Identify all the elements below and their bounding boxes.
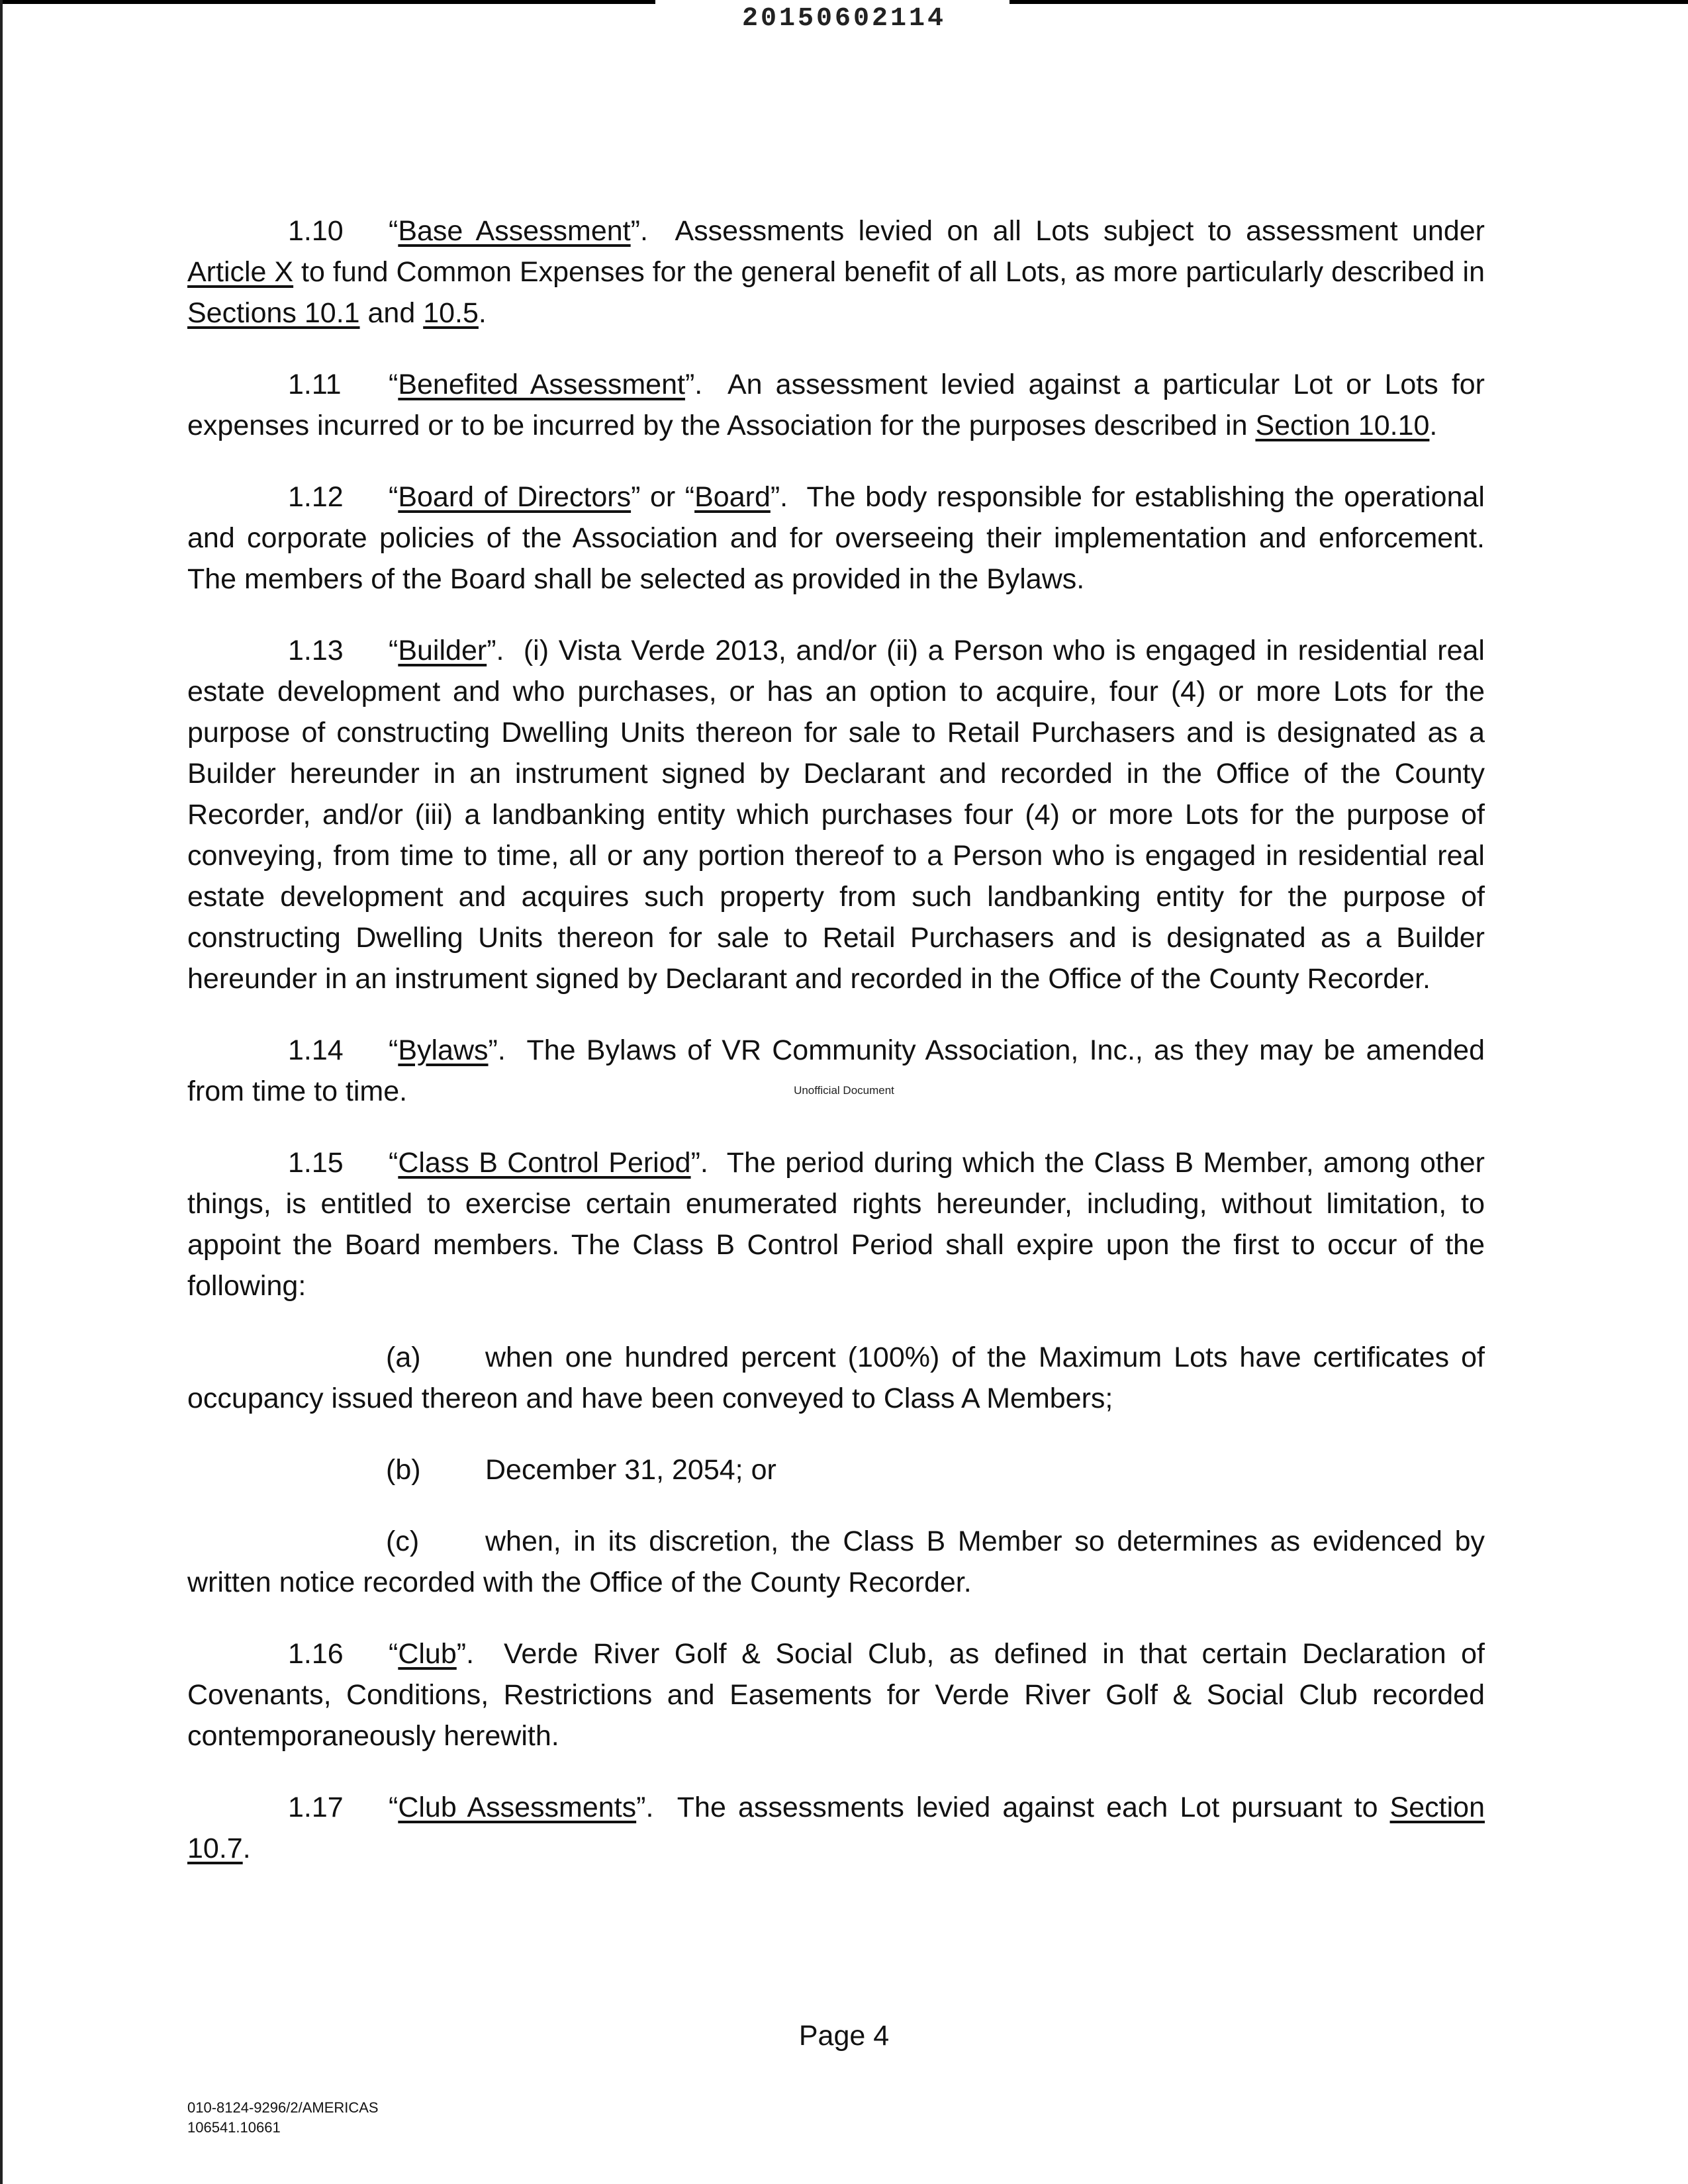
section-number: 1.14 [288,1034,344,1066]
section-text: . [242,1833,251,1864]
defined-term: Benefited Assessment [398,369,685,400]
section-text: Verde River Golf & Social Club, as defined in that certain Declaration of Covenants, Conditions, Restrictions and Easements for Verde River Golf & Social Club recorded contemporaneously herewith. [187,1638,1485,1752]
footer-ref: 106541.10661 [187,2119,281,2136]
subitem-b [187,1449,1485,1490]
section-1-16: 1.16 “Club”. Verde River Golf & Social Club, as defined in that certain Declaration of Covenants, Conditions, Restrictions and Easements for Verde River Golf & Social Club recorded contemporaneously herewith. [187,1633,1485,1756]
defined-term: Class B Control Period [398,1147,691,1179]
defined-term: Club Assessments [398,1792,637,1823]
subitem-text: when one hundred percent (100%) of the Maximum Lots have certificates of occupancy issued thereon and have been conveyed to Class A Members; [187,1342,1485,1414]
subitem-text: December 31, 2054; or [485,1454,776,1486]
subitem-label: (c) [386,1525,420,1557]
recording-number: 20150602114 [741,4,947,34]
subitem-label: (a) [386,1342,421,1373]
section-number: 1.15 [288,1147,344,1179]
section-1-14: 1.14 “Bylaws”. The Bylaws of VR Community Association, Inc., as they may be amended from time to time. [187,1030,1485,1112]
section-text: Assessments levied on all Lots subject to assessment under [675,215,1485,247]
section-number: 1.17 [288,1792,344,1823]
defined-term-alt: Board [694,481,771,513]
section-number: 1.11 [288,369,342,400]
document-body [187,210,1485,1899]
section-text: to fund Common Expenses for the general benefit of all Lots, as more particularly described in [293,256,1485,288]
section-number: 1.12 [288,481,344,513]
cross-reference: Sections 10.1 [187,297,360,329]
subitem-a [187,1337,1485,1419]
subitem-c [187,1521,1485,1603]
footer-doc-id: 010-8124-9296/2/AMERICAS [187,2099,379,2116]
cross-reference: Section 10.10 [1255,410,1430,441]
defined-term: Bylaws [398,1034,489,1066]
defined-term: Base Assessment [398,215,631,247]
section-number: 1.10 [288,215,344,247]
subitem-label: (b) [386,1454,421,1486]
defined-term: Board of Directors [398,481,632,513]
section-text: . [478,297,487,329]
defined-term: Club [398,1638,457,1670]
section-1-10: 1.10 “Base Assessment”. Assessments levied on all Lots subject to assessment under Article X to fund Common Expenses for the general benefit of all Lots, as more particularly described in Sections 10.1 and 10.5. [187,210,1485,334]
section-number: 1.16 [288,1638,344,1670]
section-1-15: 1.15 “Class B Control Period”. The period during which the Class B Member, among other things, is entitled to exercise certain enumerated rights hereunder, including, without limitation, to appoint the Board members. The Class B Control Period shall expire upon the first to occur of the following: [187,1142,1485,1306]
section-1-17: 1.17 “Club Assessments”. The assessments levied against each Lot pursuant to Section 10.7. [187,1787,1485,1869]
section-text: An assessment levied against a particular Lot or Lots for expenses incurred or to be incurred by the Association for the purposes described in [187,369,1485,441]
section-text: The Bylaws of VR Community Association, Inc., as they may be amended from time to time. [187,1034,1485,1107]
section-text: The period during which the Class B Member, among other things, is entitled to exercise certain enumerated rights hereunder, including, without limitation, to appoint the Board members. The Class B Control Period shall expire upon the first to occur of the following: [187,1147,1485,1302]
unofficial-document-watermark: Unofficial Document [794,1084,894,1097]
section-text: and [359,297,424,329]
document-footer [187,2098,379,2138]
section-text: The assessments levied against each Lot pursuant to [677,1792,1390,1823]
section-text: The body responsible for establishing the operational and corporate policies of the Association and for overseeing their implementation and enforcement. The members of the Board shall be selected as provided in the Bylaws. [187,481,1485,595]
cross-reference: Section 10.7 [187,1792,1485,1864]
subitem-text: when, in its discretion, the Class B Member so determines as evidenced by written notice recorded with the Office of the County Recorder. [187,1525,1485,1598]
section-1-12: 1.12 “Board of Directors” or “Board”. The body responsible for establishing the operational and corporate policies of the Association and for overseeing their implementation and enforcement. The members of the Board shall be selected as provided in the Bylaws. [187,477,1485,600]
cross-reference: Article X [187,256,294,288]
section-1-13: 1.13 “Builder”. (i) Vista Verde 2013, and/or (ii) a Person who is engaged in residential real estate development and who purchases, or has an option to acquire, four (4) or more Lots for the purpose of constructing Dwelling Units thereon for sale to Retail Purchasers and is designated as a Builder hereunder in an instrument signed by Declarant and recorded in the Office of the County Recorder, and/or (iii) a landbanking entity which purchases four (4) or more Lots for the purpose of conveying, from time to time, all or any portion thereof to a Person who is engaged in residential real estate development and acquires such property from such landbanking entity for the purpose of constructing Dwelling Units thereon for sale to Retail Purchasers and is designated as a Builder hereunder in an instrument signed by Declarant and recorded in the Office of the County Recorder. [187,630,1485,999]
section-text: . [1429,410,1438,441]
section-1-11: 1.11 “Benefited Assessment”. An assessment levied against a particular Lot or Lots for expenses incurred or to be incurred by the Association for the purposes described in Section 10.10. [187,364,1485,446]
defined-term: Builder [398,635,487,666]
page-number: Page 4 [798,2020,890,2052]
cross-reference: 10.5 [423,297,479,329]
section-number: 1.13 [288,635,344,666]
section-text: (i) Vista Verde 2013, and/or (ii) a Person who is engaged in residential real estate development and who purchases, or has an option to acquire, four (4) or more Lots for the purpose of constructing Dwelling Units thereon for sale to Retail Purchasers and is designated as a Builder hereunder in an instrument signed by Declarant and recorded in the Office of the County Recorder, and/or (iii) a landbanking entity which purchases four (4) or more Lots for the purpose of conveying, from time to time, all or any portion thereof to a Person who is engaged in residential real estate development and acquires such property from such landbanking entity for the purpose of constructing Dwelling Units thereon for sale to Retail Purchasers and is designated as a Builder hereunder in an instrument signed by Declarant and recorded in the Office of the County Recorder. [187,635,1485,995]
